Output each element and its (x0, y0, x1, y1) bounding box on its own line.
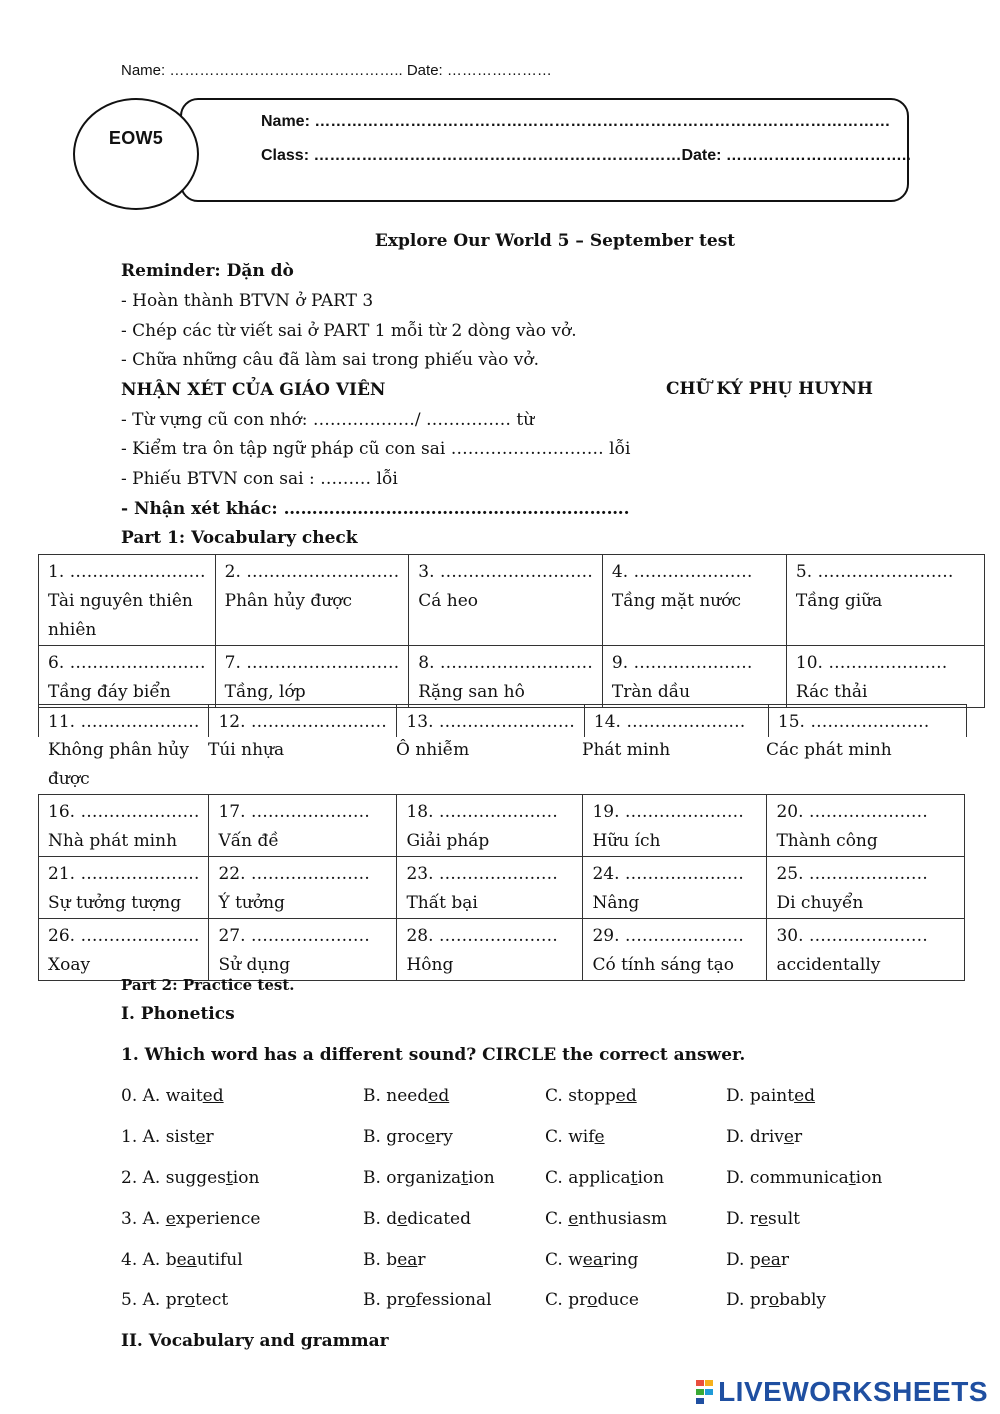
option-text: sult (768, 1209, 800, 1229)
vocab-word: Hữu ích (592, 831, 661, 851)
vocab-table (38, 704, 967, 737)
vocab-word: accidentally (776, 955, 881, 975)
option-text: ion (468, 1168, 495, 1188)
underlined-sound: e (397, 1209, 408, 1229)
underlined-sound: ea (397, 1250, 418, 1270)
vocab-cell (409, 555, 603, 646)
top-name-date-line: Name: ……………………………………….. Date: ………………… (121, 62, 552, 79)
vocab-blank[interactable]: 10. ………………… (795, 653, 948, 673)
vocab-cell (209, 795, 397, 857)
underlined-sound: e (165, 1209, 176, 1229)
answer-option[interactable] (363, 1167, 495, 1189)
option-text: B. organiza (363, 1168, 462, 1188)
logo-mark-icon (696, 1380, 716, 1404)
vocab-blank[interactable]: 1. …………………… (48, 562, 206, 582)
answer-option[interactable] (545, 1208, 667, 1230)
vocab-cell (39, 646, 216, 708)
option-text: 0. A. wait (121, 1086, 203, 1106)
answer-option[interactable] (726, 1289, 826, 1311)
underlined-sound: ed (794, 1086, 816, 1106)
vocab-cell (786, 555, 984, 646)
underlined-sound: t (461, 1168, 469, 1188)
option-text: D. r (726, 1209, 758, 1229)
vocab-word: Cá heo (418, 591, 479, 611)
option-text: D. communica (726, 1168, 849, 1188)
vocab-blank[interactable]: 25. ………………… (776, 864, 928, 884)
vocab-word: Vấn đề (218, 831, 279, 851)
page-title: Explore Our World 5 – September test (374, 231, 736, 251)
underlined-sound: o (184, 1290, 195, 1310)
answer-option[interactable] (121, 1167, 259, 1189)
vocab-word: Xoay (48, 955, 91, 975)
vocab-blank[interactable]: 12. …………………… (218, 712, 387, 732)
vocab-cell (768, 705, 966, 738)
teacher-comment-item: - Kiểm tra ôn tập ngữ pháp cũ con sai ……………………… lỗi (121, 439, 631, 459)
vocab-blank[interactable]: 21. ………………… (48, 864, 200, 884)
vocab-blank[interactable]: 20. ………………… (776, 802, 928, 822)
vocab-word: Tầng mặt nước (611, 591, 742, 611)
section-heading: I. Phonetics (121, 1004, 235, 1024)
vocab-cell (39, 705, 209, 738)
vocab-blank[interactable]: 24. ………………… (592, 864, 744, 884)
vocab-blank[interactable]: 19. ………………… (592, 802, 744, 822)
vocab-cell (397, 857, 583, 919)
teacher-comment-item: - Phiếu BTVN con sai : ……… lỗi (121, 469, 398, 489)
vocab-word: Có tính sáng tạo (592, 955, 734, 975)
vocab-cell (215, 646, 409, 708)
option-text: 5. A. pr (121, 1290, 185, 1310)
vocab-word: Phân hủy được (224, 591, 352, 611)
table-row (39, 795, 965, 857)
table-row (39, 857, 965, 919)
vocab-word: Ô nhiễm (396, 740, 470, 760)
teacher-comment-item: - Từ vựng cũ con nhớ: ………………/ …………… từ (121, 410, 535, 430)
logo-block (705, 1380, 713, 1386)
section-heading: II. Vocabulary and grammar (121, 1331, 389, 1351)
parent-signature-heading: CHỮ KÝ PHỤ HUYNH (666, 379, 873, 399)
table-row (39, 555, 985, 646)
vocab-cell (39, 555, 216, 646)
answer-option[interactable] (726, 1167, 882, 1189)
table-row (39, 919, 965, 981)
vocab-blank[interactable]: 18. ………………… (406, 802, 558, 822)
vocab-cell (767, 795, 965, 857)
option-text: B. groc (363, 1127, 426, 1147)
option-text: duce (597, 1290, 639, 1310)
logo-block (696, 1389, 704, 1395)
vocab-cell (409, 646, 603, 708)
vocab-blank[interactable]: 13. …………………… (406, 712, 575, 732)
option-text: r (205, 1127, 214, 1147)
vocab-word: Tầng giữa (795, 591, 883, 611)
table-row (39, 646, 985, 708)
vocab-cell (215, 555, 409, 646)
vocab-cell (583, 857, 767, 919)
teacher-comment-heading: NHẬN XÉT CỦA GIÁO VIÊN (121, 380, 386, 400)
answer-option[interactable] (726, 1126, 802, 1148)
vocab-word: Giải pháp (406, 831, 490, 851)
underlined-sound: ed (202, 1086, 224, 1106)
option-text: ry (435, 1127, 453, 1147)
underlined-sound: o (768, 1290, 780, 1310)
vocab-blank[interactable]: 27. ………………… (218, 926, 370, 946)
option-text: D. pr (726, 1290, 769, 1310)
vocab-cell (583, 795, 767, 857)
underlined-sound: o (587, 1290, 598, 1310)
underlined-sound: t (848, 1168, 856, 1188)
vocab-word: Không phân hủy được (48, 740, 189, 789)
underlined-sound: t (225, 1168, 233, 1188)
underlined-sound: e (594, 1127, 605, 1147)
vocab-cell (209, 919, 397, 981)
option-text: 3. A. (121, 1209, 166, 1229)
underlined-sound: ea (760, 1250, 781, 1270)
option-text: xperience (175, 1209, 261, 1229)
option-text: utiful (196, 1250, 243, 1270)
underlined-sound: e (757, 1209, 769, 1229)
vocab-blank[interactable]: 15. ………………… (777, 712, 930, 732)
vocab-table (38, 554, 985, 708)
underlined-sound: e (195, 1127, 206, 1147)
vocab-word: Rặng san hô (418, 682, 525, 702)
answer-option[interactable] (363, 1085, 449, 1107)
answer-option[interactable] (545, 1167, 664, 1189)
answer-option[interactable] (363, 1249, 426, 1271)
vocab-cell (584, 705, 768, 738)
logo-block (696, 1398, 704, 1404)
vocab-blank[interactable]: 11. ………………… (48, 712, 200, 732)
option-text: ring (602, 1250, 639, 1270)
option-text: B. d (363, 1209, 398, 1229)
underlined-sound: e (568, 1209, 579, 1229)
answer-option[interactable] (545, 1289, 639, 1311)
vocab-blank[interactable]: 16. ………………… (48, 802, 200, 822)
option-text: D. paint (726, 1086, 795, 1106)
reminder-item: - Hoàn thành BTVN ở PART 3 (121, 291, 374, 311)
vocab-word: Rác thải (795, 682, 868, 702)
vocab-cell (786, 646, 984, 708)
level-label: EOW5 (108, 128, 164, 148)
option-text: r (417, 1250, 426, 1270)
vocab-word: Tài nguyên thiên nhiên (48, 591, 193, 640)
vocab-blank[interactable]: 23. ………………… (406, 864, 558, 884)
option-text: C. pr (545, 1290, 588, 1310)
answer-option[interactable] (121, 1208, 260, 1230)
underlined-sound: o (405, 1290, 416, 1310)
answer-option[interactable] (545, 1126, 605, 1148)
vocab-word: Túi nhựa (208, 740, 285, 760)
vocab-blank[interactable]: 3. ……………………… (418, 562, 593, 582)
option-text: C. stopp (545, 1086, 616, 1106)
vocab-word: Sự tưởng tượng (48, 893, 182, 913)
liveworksheets-logo (696, 1376, 988, 1408)
underlined-sound: ea (176, 1250, 197, 1270)
underlined-sound: e (783, 1127, 794, 1147)
option-text: nthusiasm (578, 1209, 668, 1229)
answer-option[interactable] (363, 1208, 471, 1230)
logo-block (705, 1389, 713, 1395)
answer-option[interactable] (363, 1126, 453, 1148)
answer-option[interactable] (545, 1249, 638, 1271)
underlined-sound: ea (582, 1250, 603, 1270)
option-text: D. driv (726, 1127, 784, 1147)
level-circle (73, 98, 199, 210)
vocab-blank[interactable]: 28. ………………… (406, 926, 558, 946)
underlined-sound: ed (615, 1086, 637, 1106)
vocab-cell (767, 919, 965, 981)
vocab-word: Tầng đáy biển (48, 682, 171, 702)
reminder-item: - Chép các từ viết sai ở PART 1 mỗi từ 2 dòng vào vở. (121, 321, 577, 341)
option-text: B. b (363, 1250, 398, 1270)
logo-text: LIVEWORKSHEETS (718, 1376, 988, 1407)
option-text: bably (779, 1290, 827, 1310)
vocab-cell (209, 705, 397, 738)
option-text: dicated (407, 1209, 471, 1229)
box-class-date-field: Class: ……………………………………………………………Date: …………………………….. (261, 147, 911, 164)
vocab-word: Sử dụng (218, 955, 291, 975)
option-text: r (793, 1127, 803, 1147)
vocab-cell (209, 857, 397, 919)
underlined-sound: t (630, 1168, 638, 1188)
vocab-blank[interactable]: 2. ……………………… (224, 562, 400, 582)
vocab-word: Nhà phát minh (48, 831, 178, 851)
vocab-word: Thành công (776, 831, 878, 851)
answer-option[interactable] (121, 1249, 243, 1271)
vocab-blank[interactable]: 9. ………………… (611, 653, 753, 673)
vocab-word: Ý tưởng (218, 893, 285, 913)
reminder-item: - Chữa những câu đã làm sai trong phiếu vào vở. (121, 350, 540, 370)
option-text: ion (637, 1168, 665, 1188)
vocab-blank[interactable]: 26. ………………… (48, 926, 200, 946)
vocab-cell (397, 795, 583, 857)
part1-heading: Part 1: Vocabulary check (121, 528, 358, 548)
vocab-word: Thất bại (406, 893, 478, 913)
vocab-word: Hông (406, 955, 454, 975)
option-text: C. w (545, 1250, 583, 1270)
option-text: B. need (363, 1086, 429, 1106)
vocab-blank[interactable]: 22. ………………… (218, 864, 370, 884)
option-text: ion (855, 1168, 883, 1188)
vocab-blank[interactable]: 7. ……………………… (224, 653, 400, 673)
vocab-blank[interactable]: 30. ………………… (776, 926, 928, 946)
vocab-cell (397, 919, 583, 981)
vocab-blank[interactable]: 17. ………………… (218, 802, 370, 822)
option-text: D. p (726, 1250, 761, 1270)
option-text: ion (232, 1168, 260, 1188)
reminder-heading: Reminder: Dặn dò (121, 261, 294, 281)
vocab-blank[interactable]: 29. ………………… (592, 926, 744, 946)
vocab-word: Di chuyển (776, 893, 864, 913)
question-prompt: 1. Which word has a different sound? CIRCLE the correct answer. (121, 1045, 746, 1065)
option-text: B. pr (363, 1290, 406, 1310)
option-text: tect (194, 1290, 229, 1310)
vocab-word: Các phát minh (766, 740, 892, 760)
vocab-word: Nâng (592, 893, 640, 913)
table-row (39, 705, 967, 738)
answer-option[interactable] (726, 1249, 789, 1271)
answer-option[interactable] (363, 1289, 492, 1311)
vocab-cell (39, 795, 209, 857)
vocab-cell (39, 919, 209, 981)
vocab-blank[interactable]: 6. …………………… (48, 653, 206, 673)
answer-option[interactable] (726, 1085, 815, 1107)
option-text: 2. A. sugges (121, 1168, 226, 1188)
answer-option[interactable] (121, 1126, 214, 1148)
answer-option[interactable] (545, 1085, 637, 1107)
vocab-word: Tràn dầu (611, 682, 691, 702)
answer-option[interactable] (121, 1085, 224, 1107)
underlined-sound: e (425, 1127, 436, 1147)
option-text: 1. A. sist (121, 1127, 196, 1147)
vocab-blank[interactable]: 14. ………………… (593, 712, 746, 732)
answer-option[interactable] (121, 1289, 228, 1311)
box-name-field: Name: ……………………………………………………………………………………………… (261, 113, 891, 130)
other-comment: - Nhận xét khác: ……………………………………………………. (121, 499, 630, 519)
vocab-blank[interactable]: 5. …………………… (795, 562, 954, 582)
vocab-cell (602, 555, 786, 646)
option-text: C. applica (545, 1168, 631, 1188)
vocab-cell (583, 919, 767, 981)
option-text: C. (545, 1209, 569, 1229)
option-text: r (780, 1250, 790, 1270)
option-text: C. wif (545, 1127, 595, 1147)
part2-heading: Part 2: Practice test. (121, 976, 295, 994)
vocab-word: Phát minh (582, 740, 671, 760)
vocab-blank[interactable]: 8. ……………………… (418, 653, 593, 673)
vocab-cell (397, 705, 584, 738)
vocab-word: Tầng, lớp (224, 682, 306, 702)
underlined-sound: ed (428, 1086, 450, 1106)
vocab-cell (767, 857, 965, 919)
logo-block (696, 1380, 704, 1386)
answer-option[interactable] (726, 1208, 800, 1230)
option-text: 4. A. b (121, 1250, 177, 1270)
vocab-cell (39, 857, 209, 919)
vocab-blank[interactable]: 4. ………………… (611, 562, 753, 582)
vocab-table (38, 794, 965, 981)
option-text: fessional (415, 1290, 492, 1310)
vocab-cell (602, 646, 786, 708)
